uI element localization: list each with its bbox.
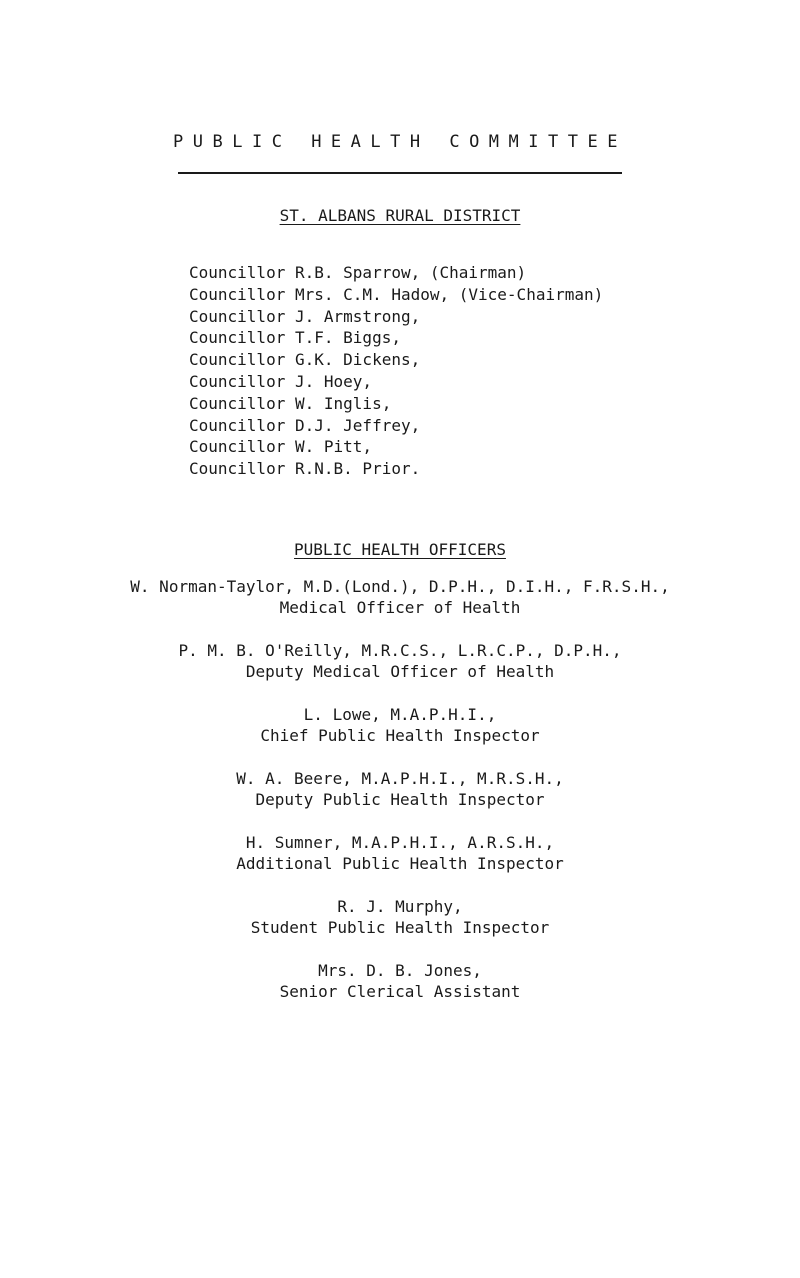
councillor-name: R.B. Sparrow, (Chairman) [295, 263, 527, 282]
officer-name: R. J. Murphy, [337, 897, 463, 916]
councillor-title: Councillor [189, 415, 286, 435]
officer-role: Deputy Public Health Inspector [255, 790, 545, 809]
councillor-row [189, 371, 603, 393]
councillor-title: Councillor [189, 284, 286, 304]
councillor-list [189, 262, 603, 480]
officer-role: Student Public Health Inspector [250, 918, 550, 937]
officer-role: Additional Public Health Inspector [236, 854, 564, 873]
councillor-name: G.K. Dickens, [295, 350, 421, 370]
councillor-title: Councillor [189, 263, 286, 282]
councillor-title: Councillor [189, 437, 286, 457]
district-heading-text: ST. ALBANS RURAL DISTRICT [279, 206, 521, 225]
councillor-row [189, 306, 603, 328]
councillor-row [189, 458, 603, 480]
officer-entry [0, 576, 800, 618]
officer-name: W. Norman-Taylor, M.D.(Lond.), D.P.H., D.I.H., F.R.S.H., [130, 577, 670, 596]
officer-entry [0, 704, 800, 746]
councillor-name: R.N.B. Prior. [295, 459, 421, 479]
officer-name: P. M. B. O'Reilly, M.R.C.S., L.R.C.P., D.P.H., [178, 641, 622, 660]
page-title: PUBLIC HEALTH COMMITTEE [173, 132, 627, 152]
councillor-title: Councillor [189, 350, 286, 370]
councillor-row [189, 393, 603, 415]
councillor-title: Councillor [189, 371, 286, 391]
officer-name: W. A. Beere, M.A.P.H.I., M.R.S.H., [236, 769, 564, 788]
councillor-title: Councillor [189, 328, 286, 348]
councillor-name: Mrs. C.M. Hadow, (Vice-Chairman) [295, 284, 604, 304]
councillor-name: D.J. Jeffrey, [295, 415, 421, 435]
councillor-row [189, 327, 603, 349]
officer-name: H. Sumner, M.A.P.H.I., A.R.S.H., [245, 833, 555, 852]
officer-entry [0, 896, 800, 938]
officer-name: L. Lowe, M.A.P.H.I., [303, 705, 497, 724]
councillor-title: Councillor [189, 393, 286, 413]
district-heading [0, 206, 800, 225]
officer-role: Deputy Medical Officer of Health [245, 662, 555, 681]
officer-role: Senior Clerical Assistant [279, 982, 521, 1001]
councillor-name: W. Inglis, [295, 393, 392, 413]
councillor-title: Councillor [189, 306, 286, 326]
officer-entry [0, 768, 800, 810]
councillor-row [189, 436, 603, 458]
officers-heading [0, 540, 800, 559]
councillor-row [189, 262, 603, 284]
officer-entry [0, 832, 800, 874]
officer-role: Chief Public Health Inspector [260, 726, 540, 745]
councillor-title: Councillor [189, 459, 286, 479]
councillor-name: T.F. Biggs, [295, 328, 401, 348]
officers-heading-text: PUBLIC HEALTH OFFICERS [294, 540, 506, 559]
councillor-row [189, 284, 603, 306]
officer-name: Mrs. D. B. Jones, [318, 961, 482, 980]
councillor-row [189, 349, 603, 371]
title-underline [178, 172, 622, 174]
officer-list [0, 576, 800, 1024]
councillor-name: J. Hoey, [295, 371, 373, 391]
councillor-name: J. Armstrong, [295, 306, 421, 326]
officer-entry [0, 960, 800, 1002]
officer-role: Medical Officer of Health [279, 598, 521, 617]
officer-entry [0, 640, 800, 682]
councillor-name: W. Pitt, [295, 437, 373, 457]
councillor-row [189, 415, 603, 437]
